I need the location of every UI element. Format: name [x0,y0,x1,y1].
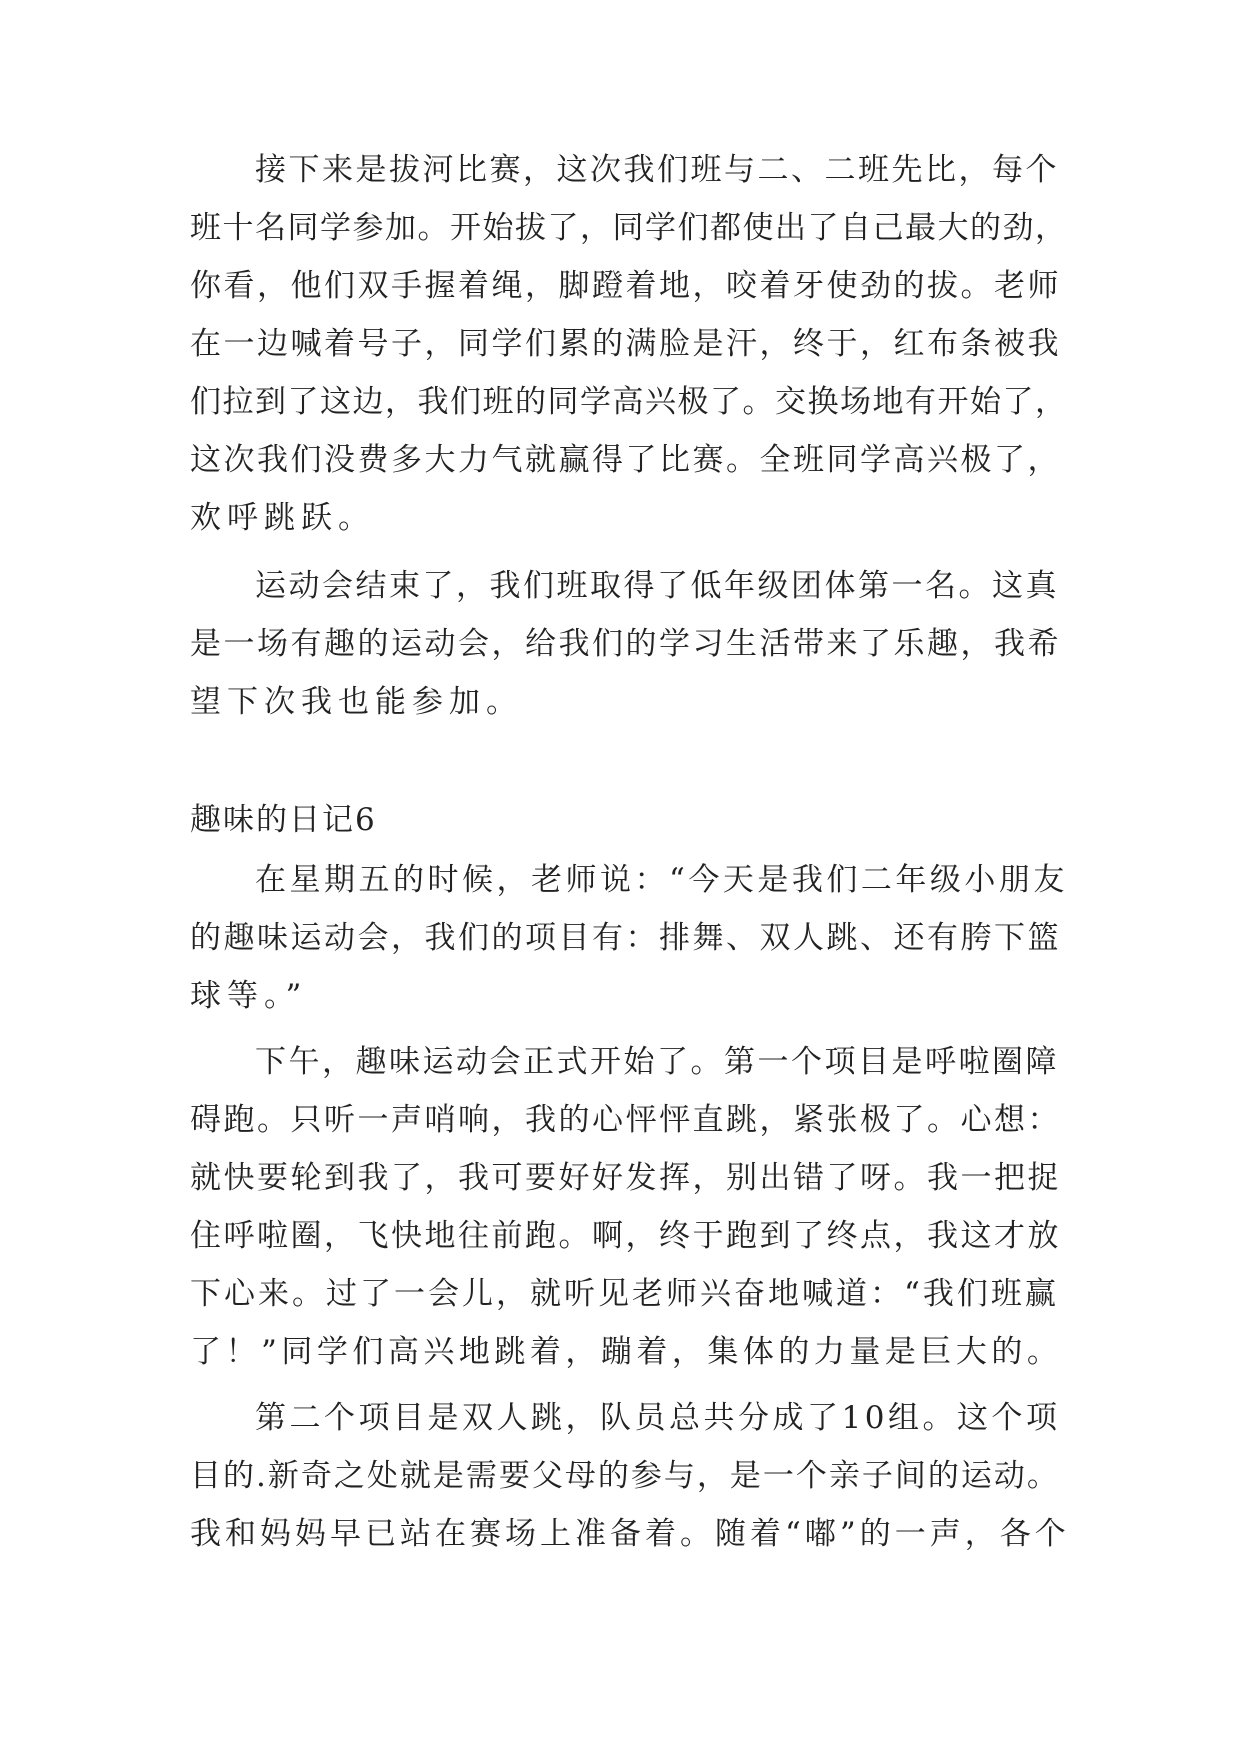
section-paragraph-2-line-4: 住呼啦圈，飞快地往前跑。啊，终于跑到了终点，我这才放 [190,1218,1061,1254]
section-paragraph-1-line-2: 的趣味运动会，我们的项目有：排舞、双人跳、还有胯下篮 [190,920,1061,956]
paragraph-1-line-3: 你看，他们双手握着绳，脚蹬着地，咬着牙使劲的拔。老师 [190,268,1061,304]
section-paragraph-3-line-2: 目的.新奇之处就是需要父母的参与，是一个亲子间的运动。 [190,1458,1060,1494]
section-title: 趣味的日记6 [190,802,377,838]
section-paragraph-1-line-3: 球等。” [190,978,308,1014]
paragraph-1-line-7: 欢呼跳跃。 [190,500,375,536]
paragraph-2-line-3: 望下次我也能参加。 [190,684,523,720]
paragraph-1-line-4: 在一边喊着号子，同学们累的满脸是汗，终于，红布条被我 [190,326,1061,362]
paragraph-1-line-6: 这次我们没费多大力气就赢得了比赛。全班同学高兴极了， [190,442,1061,478]
section-paragraph-1-line-1: 在星期五的时候，老师说：“今天是我们二年级小朋友 [255,862,1068,898]
section-paragraph-2-line-2: 碍跑。只听一声哨响，我的心怦怦直跳，紧张极了。心想： [190,1102,1061,1138]
section-paragraph-3-line-3: 我和妈妈早已站在赛场上准备着。随着“嘟”的一声，各个 [190,1516,1070,1552]
section-paragraph-3-line-1: 第二个项目是双人跳，队员总共分成了10组。这个项 [255,1400,1061,1436]
paragraph-1-line-1: 接下来是拔河比赛，这次我们班与二、二班先比，每个 [255,152,1059,188]
section-paragraph-2-line-3: 就快要轮到我了，我可要好好发挥，别出错了呀。我一把捉 [190,1160,1061,1196]
paragraph-2-line-2: 是一场有趣的运动会，给我们的学习生活带来了乐趣，我希 [190,626,1061,662]
paragraph-2-line-1: 运动会结束了，我们班取得了低年级团体第一名。这真 [255,568,1059,604]
section-paragraph-2-line-1: 下午，趣味运动会正式开始了。第一个项目是呼啦圈障 [255,1044,1059,1080]
paragraph-1-line-5: 们拉到了这边，我们班的同学高兴极了。交换场地有开始了， [190,384,1068,420]
section-paragraph-2-line-5: 下心来。过了一会儿，就听见老师兴奋地喊道：“我们班赢 [190,1276,1059,1312]
paragraph-1-line-2: 班十名同学参加。开始拔了，同学们都使出了自己最大的劲， [190,210,1068,246]
section-paragraph-2-line-6: 了！”同学们高兴地跳着，蹦着，集体的力量是巨大的。 [190,1334,1063,1370]
